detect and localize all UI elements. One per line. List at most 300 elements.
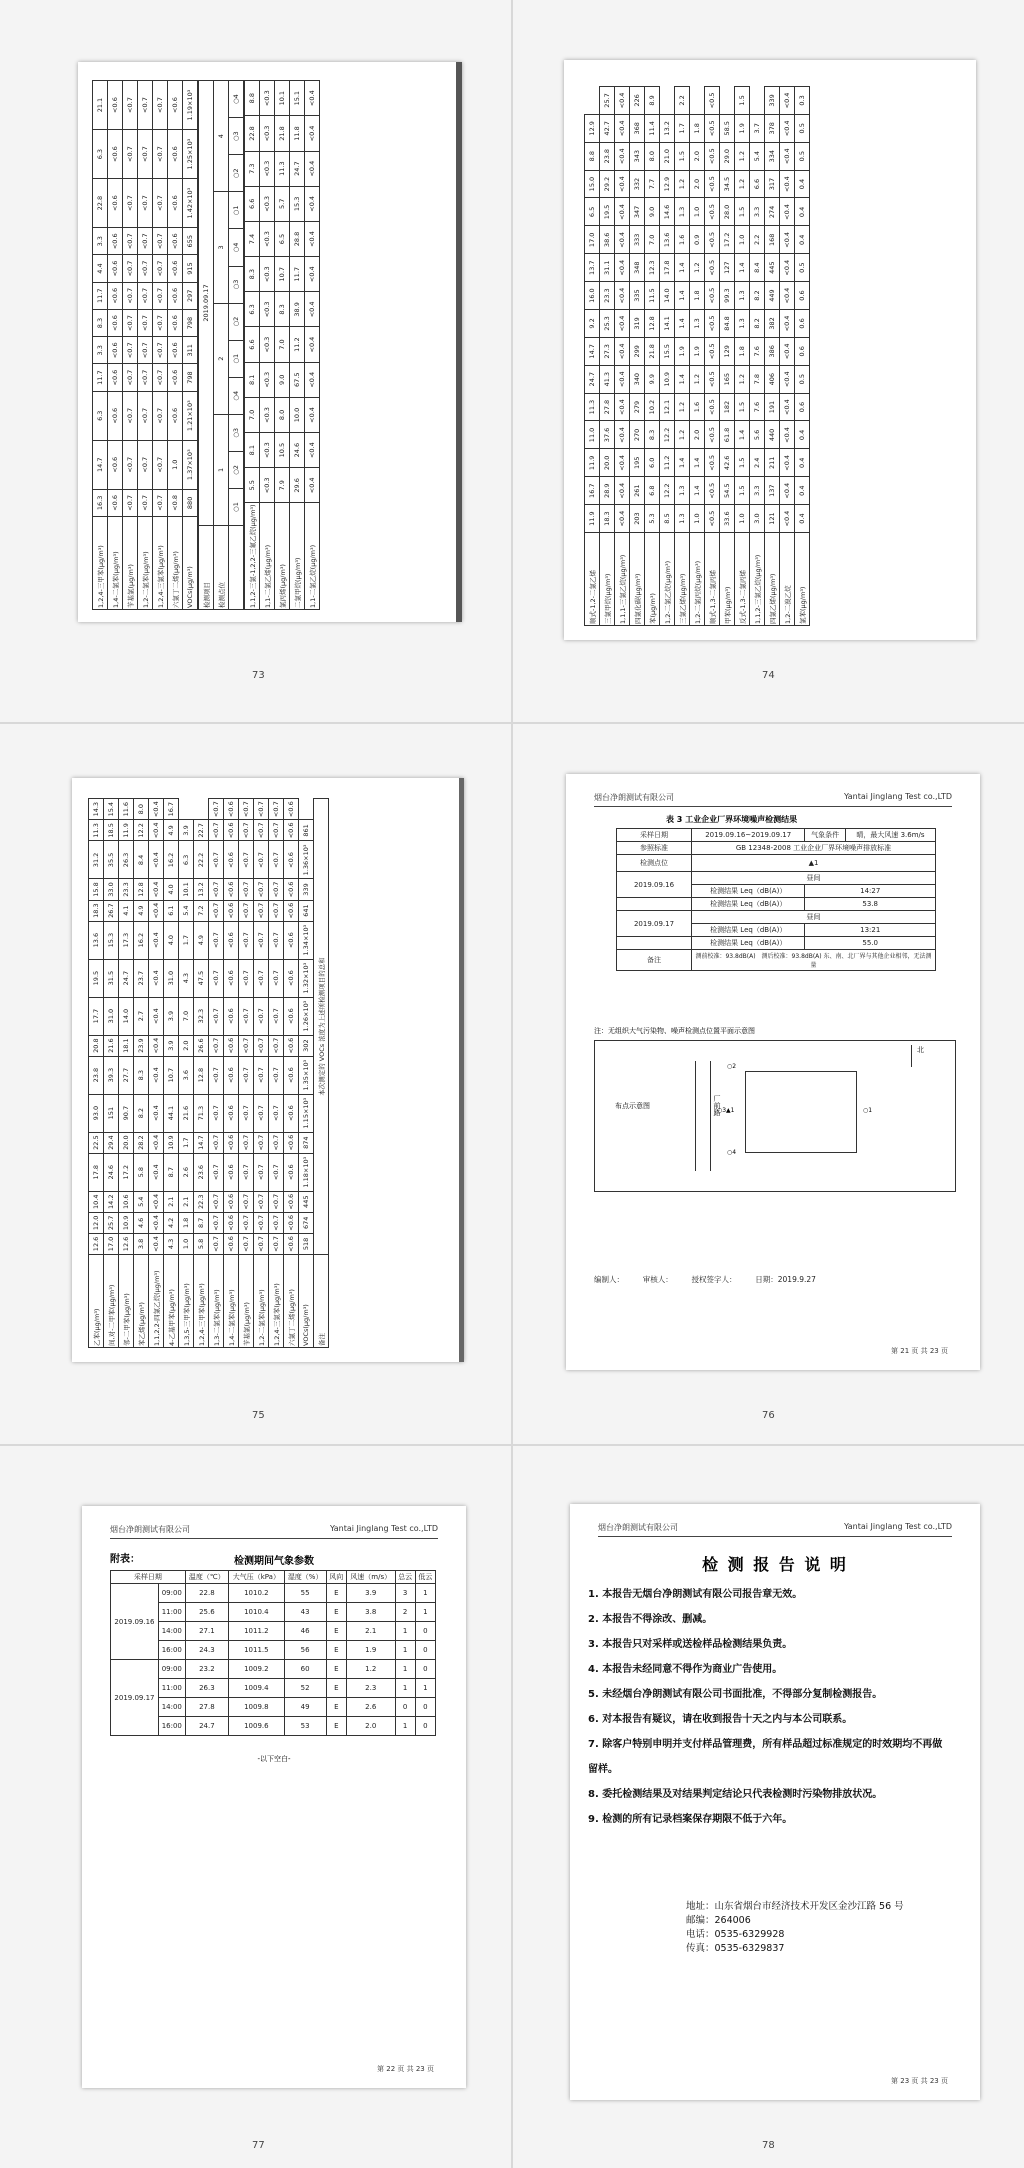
- table-cell: <0.4: [305, 397, 320, 432]
- table-cell: <0.7: [153, 282, 168, 309]
- page-number: 77: [252, 2140, 265, 2151]
- table-cell: <0.4: [149, 1056, 164, 1094]
- table-cell: 23.2: [185, 1660, 228, 1679]
- table-cell: <0.4: [149, 841, 164, 879]
- table-row: [111, 1717, 436, 1736]
- table-cell: 0.6: [795, 310, 810, 338]
- document-page: 烟台净朗测试有限公司 Yantai Jinglang Test co.,LTD 检 测 报 告 说 明 1. 本报告无烟台净朗测试有限公司报告章无效。 2. 本报告不得涂改、删减。 3. 本报告只对采样或送检样品检测结果负责。 4. 本报告未经同意不得作为商业广告使用。 5. 未经烟台净朗测试有限公司书面批准，不得部分复制检测报告。 6. 对本报告有疑议，请在收到报告十天之内与本公司联系。 7. 除客户特别申明并支付样品管理费，所有样品超过标准规定的时效期均不再做留样。 8. 委托检测结果及对结果判定结论只代表检测时污染物排放状况。 9. 检测的所有记录档案保存期限不低于六年。 地址：山东省烟台市经济技术开发区金沙江路 56 号 邮编：264006 电话：0535-6329928 传真：0535-6329837 第 23 页 共 23 页: [570, 1504, 980, 2100]
- table-cell: <0.6: [108, 282, 123, 309]
- table-row: [630, 87, 645, 626]
- table-cell: 38.6: [600, 226, 615, 254]
- table-cell: 21.6: [179, 1094, 194, 1132]
- table-cell: 14.1: [660, 310, 675, 338]
- table-cell: <0.7: [254, 1094, 269, 1132]
- table-cell: <0.4: [305, 151, 320, 186]
- table-cell: <0.6: [284, 921, 299, 959]
- thumbnail-page-73[interactable]: [0, 0, 512, 722]
- table-cell: 5.4: [750, 142, 765, 170]
- table-cell: 0.4: [795, 449, 810, 477]
- table-cell: <0.6: [284, 997, 299, 1035]
- table-cell: <0.5: [705, 198, 720, 226]
- table-cell: 1.4: [675, 449, 690, 477]
- signature-line: 编制人： 审核人： 授权签字人： 日期：2019.9.27: [594, 1275, 816, 1284]
- table-cell: 1: [415, 1679, 435, 1698]
- table-cell: 2.0: [179, 1035, 194, 1056]
- table-cell: <0.7: [269, 1212, 284, 1233]
- table-cell: 13.6: [660, 226, 675, 254]
- table-row: [690, 87, 705, 626]
- table-cell: 26.7: [104, 900, 119, 921]
- table-row: [164, 799, 179, 1348]
- table-cell: 1.4: [675, 282, 690, 310]
- table-cell: 苄基氯(μg/m³): [123, 517, 138, 610]
- page-header: 烟台净朗测试有限公司 Yantai Jinglang Test co.,LTD: [110, 1524, 438, 1539]
- table-cell: 顺式-1,2-二氯乙烯: [585, 533, 600, 626]
- table-cell: 56: [284, 1641, 326, 1660]
- table-cell: 16:00: [158, 1641, 185, 1660]
- table-cell: <0.7: [123, 228, 138, 255]
- table-cell: <0.3: [260, 257, 275, 292]
- table-cell: <0.7: [209, 1094, 224, 1132]
- table-cell: 17.0: [585, 226, 600, 254]
- table-cell: 340: [630, 365, 645, 393]
- table-cell: 211: [765, 449, 780, 477]
- diagram-note: 注：无组织大气污染物、噪声检测点位置平面示意图: [594, 1027, 755, 1035]
- table-cell: 382: [765, 310, 780, 338]
- table-cell: 1.3: [690, 310, 705, 338]
- table-cell: 43: [284, 1603, 326, 1622]
- table-title: 表 3 工业企业厂界环境噪声检测结果: [666, 815, 798, 824]
- table-cell: 84.8: [720, 310, 735, 338]
- table-cell: 1,1-二氯乙烷(μg/m³): [305, 503, 320, 610]
- table-cell: 1.2: [346, 1660, 395, 1679]
- table-cell: 31.0: [164, 959, 179, 997]
- table-cell: 26.3: [119, 841, 134, 879]
- table-cell: 4.9: [164, 820, 179, 841]
- thumbnail-page-76[interactable]: [512, 722, 1024, 1444]
- table-cell: <0.7: [123, 337, 138, 364]
- table-cell: 3: [214, 192, 229, 303]
- table-cell: 25.7: [600, 87, 615, 115]
- table-cell: 1.3: [675, 505, 690, 533]
- table-cell: 41.3: [600, 365, 615, 393]
- table-cell: <0.6: [168, 228, 183, 255]
- table-cell: 333: [630, 226, 645, 254]
- table-cell: 15.1: [290, 81, 305, 116]
- data-table: [88, 798, 329, 1348]
- table-cell: 49: [284, 1698, 326, 1717]
- table-cell: <0.7: [123, 440, 138, 489]
- table-cell: 7.0: [245, 397, 260, 432]
- table-cell: <0.6: [224, 1056, 239, 1094]
- table-cell: <0.7: [269, 841, 284, 879]
- table-cell: 1,1,2,2-四氯乙烷(μg/m³): [149, 1255, 164, 1348]
- table-cell: <0.5: [705, 310, 720, 338]
- table-cell: 2: [395, 1603, 415, 1622]
- table-cell: <0.6: [224, 1035, 239, 1056]
- table-cell: <0.7: [138, 130, 153, 179]
- table-cell: 1.36×10³: [299, 841, 314, 879]
- table-cell: E: [326, 1584, 346, 1603]
- table-cell: 14.7: [585, 337, 600, 365]
- table-cell: 334: [765, 142, 780, 170]
- table-row: [111, 1698, 436, 1717]
- table-cell: <0.7: [209, 1191, 224, 1212]
- table-cell: 四氯乙烯(μg/m³): [765, 533, 780, 626]
- table-cell: 3.3: [93, 228, 108, 255]
- table-cell: 1.7: [675, 114, 690, 142]
- table-cell: 1,2,4-三甲苯(μg/m³): [93, 517, 108, 610]
- table-cell: <0.3: [260, 116, 275, 151]
- table-cell: <0.4: [780, 226, 795, 254]
- table-cell: 18.5: [104, 820, 119, 841]
- table-cell: <0.4: [615, 365, 630, 393]
- table-cell: 1009.6: [229, 1717, 285, 1736]
- table-cell: <0.7: [209, 1233, 224, 1254]
- table-cell: <0.3: [260, 292, 275, 327]
- table-cell: <0.4: [305, 81, 320, 116]
- table-cell: <0.4: [780, 505, 795, 533]
- table-cell: 22.8: [245, 116, 260, 151]
- table-cell: 11.8: [290, 116, 305, 151]
- table-cell: 71.3: [194, 1094, 209, 1132]
- table-cell: <0.4: [615, 114, 630, 142]
- table-cell: 1.5: [735, 477, 750, 505]
- table-cell: 46: [284, 1622, 326, 1641]
- table-cell: 12.8: [194, 1056, 209, 1094]
- table-cell: 4.6: [134, 1212, 149, 1233]
- table-cell: 21.6: [104, 1035, 119, 1056]
- table-cell: <0.6: [284, 900, 299, 921]
- table-cell: 1.8: [179, 1212, 194, 1233]
- table-cell: 39.3: [104, 1056, 119, 1094]
- table-row: [153, 81, 168, 610]
- table-cell: 1: [395, 1679, 415, 1698]
- table-cell: <0.6: [224, 1153, 239, 1191]
- table-cell: <0.6: [108, 228, 123, 255]
- table-cell: 1: [395, 1717, 415, 1736]
- table-cell: 518: [299, 1233, 314, 1254]
- table-row: [111, 1584, 436, 1603]
- table-cell: 1.3: [675, 477, 690, 505]
- table-cell: 11.6: [119, 799, 134, 820]
- table-cell: 三氯乙烯(μg/m³): [675, 533, 690, 626]
- table-cell: 23.7: [134, 959, 149, 997]
- table-cell: <0.3: [260, 186, 275, 221]
- table-cell: <0.5: [705, 142, 720, 170]
- table-cell: 24.7: [119, 959, 134, 997]
- table-cell: 406: [765, 365, 780, 393]
- table-cell: 22.2: [194, 841, 209, 879]
- table-cell: 8.3: [245, 257, 260, 292]
- table-cell: 22.3: [194, 1191, 209, 1212]
- table-cell: 5.5: [245, 468, 260, 503]
- table-cell: <0.6: [108, 309, 123, 336]
- table-cell: 297: [183, 282, 198, 309]
- table-cell: 302: [299, 1035, 314, 1056]
- table-cell: 4: [214, 81, 229, 192]
- table-cell: 99.3: [720, 282, 735, 310]
- table-cell: <0.7: [254, 1132, 269, 1153]
- table-cell: 1.21×10³: [183, 391, 198, 440]
- table-cell: 23.3: [600, 282, 615, 310]
- table-row: [284, 799, 299, 1348]
- table-cell: 11.9: [585, 449, 600, 477]
- table-cell: VOCs(μg/m³): [183, 517, 198, 610]
- table-cell: <0.7: [239, 879, 254, 900]
- page-number: 74: [762, 670, 775, 681]
- table-cell: <0.7: [153, 228, 168, 255]
- table-cell: 0.4: [795, 170, 810, 198]
- table-row: [260, 81, 275, 610]
- table-cell: 27.8: [185, 1698, 228, 1717]
- table-cell: <0.4: [615, 282, 630, 310]
- table-cell: 386: [765, 337, 780, 365]
- table-cell: <0.6: [168, 255, 183, 282]
- thumbnail-page-74[interactable]: [512, 0, 1024, 722]
- table-cell: 1.4: [735, 421, 750, 449]
- table-cell: <0.6: [168, 309, 183, 336]
- table-cell: 14.7: [93, 440, 108, 489]
- table-cell: ○2: [229, 451, 244, 488]
- table-cell: 19.5: [600, 198, 615, 226]
- table-cell: 1.42×10³: [183, 179, 198, 228]
- table-cell: 备注: [314, 1255, 329, 1348]
- table-cell: 1: [395, 1622, 415, 1641]
- table-cell: <0.4: [615, 449, 630, 477]
- table-cell: 8.2: [750, 310, 765, 338]
- table-cell: <0.6: [284, 799, 299, 820]
- table-cell: 17.8: [89, 1153, 104, 1191]
- table-cell: <0.3: [260, 221, 275, 256]
- table-cell: <0.4: [780, 337, 795, 365]
- table-row: [254, 799, 269, 1348]
- table-cell: 55: [284, 1584, 326, 1603]
- table-cell: <0.7: [254, 921, 269, 959]
- table-cell: <0.4: [615, 198, 630, 226]
- table-cell: 24.3: [185, 1641, 228, 1660]
- table-cell: 1.2: [690, 254, 705, 282]
- table-cell: 42.7: [600, 114, 615, 142]
- table-cell: <0.7: [153, 255, 168, 282]
- table-cell: <0.7: [209, 900, 224, 921]
- table-cell: <0.7: [209, 799, 224, 820]
- table-cell: 1.4: [690, 449, 705, 477]
- table-cell: 6.1: [164, 900, 179, 921]
- table-cell: 1.5: [735, 198, 750, 226]
- table-cell: 24.7: [290, 151, 305, 186]
- table-cell: <0.5: [705, 421, 720, 449]
- table-cell: <0.7: [239, 1191, 254, 1212]
- table-cell: 440: [765, 421, 780, 449]
- table-cell: 11:00: [158, 1603, 185, 1622]
- table-cell: <0.7: [269, 900, 284, 921]
- thumbnail-page-78[interactable]: [512, 1444, 1024, 2166]
- thumbnail-page-75[interactable]: [0, 722, 512, 1444]
- table-cell: <0.7: [254, 841, 269, 879]
- table-cell: 28.8: [290, 221, 305, 256]
- table-row: [183, 81, 198, 610]
- table-cell: <0.5: [705, 449, 720, 477]
- table-cell: 低云: [415, 1571, 435, 1584]
- table-cell: <0.6: [224, 997, 239, 1035]
- table-cell: 449: [765, 282, 780, 310]
- table-cell: 11.7: [93, 282, 108, 309]
- table-cell: <0.5: [705, 477, 720, 505]
- table-cell: <0.4: [149, 1212, 164, 1233]
- table-cell: <0.4: [780, 170, 795, 198]
- table-cell: <0.7: [239, 799, 254, 820]
- table-cell: 22.7: [194, 820, 209, 841]
- table-cell: 226: [630, 87, 645, 115]
- document-page: 烟台净朗测试有限公司 Yantai Jinglang Test co.,LTD 附表： 检测期间气象参数 采样日期 温度（℃） 大气压（kPa） 湿度（%） 风向 风速（m/s） 总云 低云 2019.09.16 09:00 22.8 1010.2 55 E 3.9 3 1 11:00 25.6 1010.4 43 E 3.8 2 1 14:00 27.1 1011.2 46 E 2.1 1 0 16:00 24.3 1011.5 56 E 1.9 1 0 2019.09.17 09:00 23.2 1009.2 60 E 1.2 1 0 11:00 26.3 1009.4 52 E 2.3 1 1 14:00 27.8 1009.8 49 E 2.6 0 0 16:00 24.7 1009.6 53 E 2.0 1 0 -以下空白- 第 22 页 共 23 页: [82, 1506, 466, 2088]
- table-cell: <0.7: [138, 337, 153, 364]
- table-cell: 17.0: [104, 1233, 119, 1254]
- table-cell: <0.4: [149, 1153, 164, 1191]
- table-cell: 12.0: [89, 1212, 104, 1233]
- table-cell: <0.7: [123, 255, 138, 282]
- table-cell: <0.6: [168, 282, 183, 309]
- table-cell: 191: [765, 393, 780, 421]
- table-cell: <0.6: [224, 921, 239, 959]
- table-cell: 10.2: [645, 393, 660, 421]
- table-cell: 11.9: [585, 505, 600, 533]
- table-cell: 1.9: [735, 114, 750, 142]
- table-cell: 2.6: [346, 1698, 395, 1717]
- table-cell: 22.5: [89, 1132, 104, 1153]
- table-cell: <0.7: [138, 282, 153, 309]
- table-cell: 1011.2: [229, 1622, 285, 1641]
- table-cell: <0.4: [305, 433, 320, 468]
- table-cell: <0.7: [123, 130, 138, 179]
- table-cell: <0.6: [284, 1233, 299, 1254]
- table-cell: 1: [395, 1641, 415, 1660]
- table-cell: <0.4: [149, 1035, 164, 1056]
- document-page: [564, 60, 976, 640]
- table-cell: <0.4: [149, 820, 164, 841]
- table-cell: <0.4: [305, 362, 320, 397]
- report-notes-title: 检 测 报 告 说 明: [702, 1555, 848, 1574]
- table-cell: <0.7: [239, 900, 254, 921]
- table-cell: 8.2: [750, 282, 765, 310]
- table-cell: 6.6: [245, 186, 260, 221]
- table-cell: 14.3: [89, 799, 104, 820]
- list-item: 7. 除客户特别申明并支付样品管理费，所有样品超过标准规定的时效期均不再做留样。: [588, 1739, 943, 1775]
- table-cell: 2.2: [675, 87, 690, 115]
- table-cell: 风速（m/s）: [346, 1571, 395, 1584]
- table-cell: 18.3: [600, 505, 615, 533]
- table-cell: <0.7: [269, 1056, 284, 1094]
- table-cell: <0.7: [153, 130, 168, 179]
- table-cell: <0.5: [705, 114, 720, 142]
- table-cell: 4.9: [134, 900, 149, 921]
- table-cell: 顺式-1,3-二氯丙烯: [705, 533, 720, 626]
- table-cell: 8.4: [134, 841, 149, 879]
- table-cell: 1.8: [735, 337, 750, 365]
- table-cell: 339: [299, 879, 314, 900]
- table-cell: 4.2: [164, 1212, 179, 1233]
- table-cell: <0.7: [254, 900, 269, 921]
- table-row: [209, 799, 224, 1348]
- table-cell: <0.4: [305, 292, 320, 327]
- table-cell: 三氯甲烷(μg/m³): [600, 533, 615, 626]
- table-cell: 445: [765, 254, 780, 282]
- table-cell: 6.0: [645, 449, 660, 477]
- table-cell: 氯丙烯(μg/m³): [275, 503, 290, 610]
- layout-diagram: 布点示意图 厂前路 ○2 ○3▲1 ○4 ○1 北: [594, 1040, 956, 1192]
- table-cell: <0.5: [705, 282, 720, 310]
- table-cell: 3.9: [346, 1584, 395, 1603]
- table-cell: 11.0: [585, 421, 600, 449]
- table-cell: 25.3: [600, 310, 615, 338]
- table-cell: <0.6: [108, 440, 123, 489]
- table-cell: 195: [630, 449, 645, 477]
- table-cell: 1: [395, 1660, 415, 1679]
- table-cell: 2019.09.17: [199, 81, 214, 526]
- rotated-table: [584, 86, 810, 626]
- table-cell: 3.0: [750, 505, 765, 533]
- table-cell: <0.7: [254, 1212, 269, 1233]
- table-cell: 33.6: [720, 505, 735, 533]
- table-cell: 880: [183, 489, 198, 516]
- thumbnail-page-77[interactable]: [0, 1444, 512, 2166]
- table-cell: 8.0: [134, 799, 149, 820]
- table-cell: 11.3: [275, 151, 290, 186]
- table-cell: <0.6: [224, 879, 239, 900]
- data-table: [198, 80, 244, 610]
- table-cell: <0.7: [254, 997, 269, 1035]
- table-cell: 1009.4: [229, 1679, 285, 1698]
- table-cell: 7.6: [750, 337, 765, 365]
- table-cell: 17.7: [89, 997, 104, 1035]
- table-cell: <0.7: [209, 1153, 224, 1191]
- table-cell: 六氯丁二烯(μg/m³): [168, 517, 183, 610]
- document-page: [78, 62, 462, 622]
- table-cell: 10.7: [275, 257, 290, 292]
- table-cell: <0.6: [168, 364, 183, 391]
- table-cell: 261: [630, 477, 645, 505]
- table-cell: 0.5: [795, 254, 810, 282]
- table-cell: <0.4: [780, 365, 795, 393]
- table-row: [111, 1679, 436, 1698]
- table-cell: 1,2-二氯苯(μg/m³): [254, 1255, 269, 1348]
- table-cell: <0.7: [269, 1233, 284, 1254]
- table-cell: ○4: [229, 229, 244, 266]
- table-cell: 1.3: [675, 198, 690, 226]
- table-cell: 0: [415, 1660, 435, 1679]
- table-cell: 6.5: [275, 221, 290, 256]
- table-cell: 1,2-二氯苯(μg/m³): [138, 517, 153, 610]
- table-cell: <0.6: [224, 1191, 239, 1212]
- table-cell: 21.8: [645, 337, 660, 365]
- table-cell: 16.2: [134, 921, 149, 959]
- table-row: [108, 81, 123, 610]
- table-cell: 1.18×10³: [299, 1153, 314, 1191]
- table-cell: <0.7: [153, 391, 168, 440]
- table-cell: 10.0: [290, 397, 305, 432]
- table-cell: 8.8: [585, 142, 600, 170]
- table-cell: 风向: [326, 1571, 346, 1584]
- table-cell: <0.7: [153, 440, 168, 489]
- table-cell: 343: [630, 142, 645, 170]
- table-cell: 47.5: [194, 959, 209, 997]
- table-cell: 17.2: [119, 1153, 134, 1191]
- table-cell: <0.6: [284, 1212, 299, 1233]
- table-cell: 12.6: [119, 1233, 134, 1254]
- table-cell: 1.5: [735, 393, 750, 421]
- table-cell: 5.4: [134, 1191, 149, 1212]
- table-row: [111, 1660, 436, 1679]
